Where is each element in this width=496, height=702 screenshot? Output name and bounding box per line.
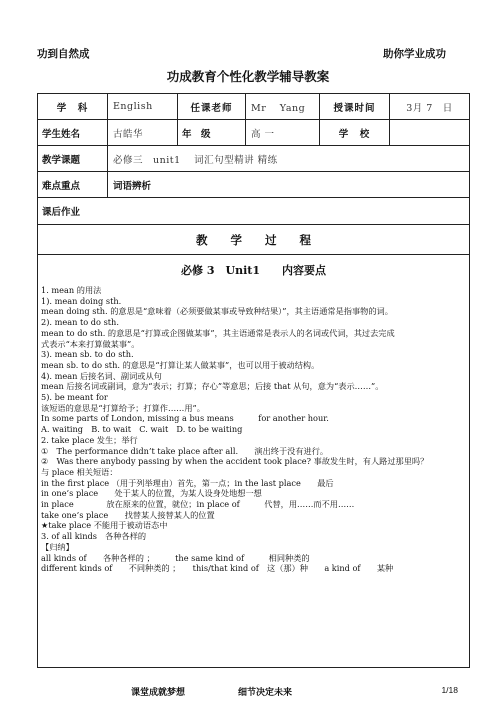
content-line: 3). mean sb. to do sth.	[41, 349, 134, 360]
content-line: 3. of all kinds 各种各样的	[41, 531, 147, 542]
content-line: mean to do sth. 的意思是“打算或企图做某事”，其主语通常是表示人的名词或代词，其过去完成	[41, 327, 395, 338]
process-title: 教 学 过 程	[196, 232, 311, 247]
info-row-2	[38, 120, 469, 146]
header-left-slogan: 功到自然成	[37, 48, 90, 60]
content-line: mean doing sth. 的意思是“意味着（必须要做某事或导致种结果）”，其主语通常是指事物的词。	[41, 306, 393, 317]
focus-row	[38, 172, 469, 198]
info-row-1	[38, 94, 469, 120]
document-title: 功成教育个性化教学辅导教案	[166, 69, 330, 84]
content-line: ② Was there anybody passing by when the accident took place? 事故发生时，有人路过那里吗？	[41, 456, 429, 467]
content-line: in one’s place 处于某人的位置，为某人设身处地想一想	[41, 488, 262, 499]
teacher-label: 任课老师	[178, 94, 246, 119]
content-line: 5). be meant for	[41, 392, 108, 403]
topic-value: 必修三 unit1 词汇句型精讲 精练	[113, 154, 278, 166]
focus-value: 词语辨析	[113, 180, 152, 192]
content-line: 式表示“本来打算做某事”。	[41, 338, 140, 349]
time-label: 授课时间	[320, 94, 390, 119]
content-line: mean sb. to do sth. 的意思是“打算让某人做某事”，也可以用于被动结构。	[41, 359, 320, 370]
content-line: A. waiting B. to wait C. wait D. to be waiting	[41, 424, 243, 435]
content-line: mean 后接名词或副词，意为“表示；打算；存心”等意思；后接 that 从句，意为“表示……”。	[41, 381, 384, 392]
content-line: 2). mean to do sth.	[41, 317, 119, 328]
content-line: ★take place 不能用于被动语态中	[41, 520, 168, 531]
school-value	[390, 120, 469, 145]
process-heading	[38, 225, 469, 255]
content-line: 2. take place 发生；举行	[41, 434, 138, 445]
page-number: 1/18	[441, 685, 458, 695]
subject-label: 学 科	[38, 94, 108, 119]
header-right-slogan: 助你学业成功	[383, 48, 446, 60]
content-line: In some parts of London, missing a bus means for another hour.	[41, 413, 329, 424]
school-label: 学 校	[320, 120, 390, 145]
time-value: 3月 7 日	[406, 102, 453, 114]
content-line: 【归纳】	[41, 541, 74, 552]
teacher-value: Mr Yang	[246, 94, 320, 119]
topic-row	[38, 146, 469, 172]
subject-value: English	[108, 94, 178, 119]
topic-label: 教学课题	[38, 146, 108, 171]
homework-label: 课后作业	[42, 207, 81, 218]
content-line: in the first place （用于列举理由）首先，第一点；in the last place 最后	[41, 477, 334, 488]
grade-label: 年 级	[178, 120, 246, 145]
footer-center-slogan: 细节决定未来	[238, 688, 293, 698]
student-value: 古皓华	[108, 120, 178, 145]
unit-title: 必修 3 Unit1 内容要点	[181, 264, 326, 277]
content-line: 该短语的意思是“打算给予；打算作……用”。	[41, 402, 205, 413]
focus-label: 难点重点	[38, 172, 108, 197]
student-label: 学生姓名	[38, 120, 108, 145]
content-line: ① The performance didn’t take place after all. 演出终于没有进行。	[41, 445, 329, 456]
homework-row	[38, 198, 469, 225]
content-line: all kinds of 各种各样的 ； the same kind of 相同种类的	[41, 552, 310, 563]
footer-left-slogan: 课堂成就梦想	[131, 688, 186, 698]
lesson-plan-table	[37, 93, 470, 668]
content-line: different kinds of 不同种类的 ； this/that kind of 这（那）种 a kind of 某种	[41, 563, 394, 574]
content-line: 与 place 相关短语：	[41, 466, 118, 477]
content-line: 1. mean 的用法	[41, 285, 102, 295]
content-line: 1). mean doing sth.	[41, 295, 122, 306]
content-line: take one’s place 找替某人接替某人的位置	[41, 509, 215, 520]
content-line: in place 放在原来的位置，就位；in place of 代替，用……而不用……	[41, 499, 355, 510]
lesson-content	[41, 285, 467, 574]
grade-value: 高 一	[246, 120, 320, 145]
content-line: 4). mean 后接名词、副词或从句	[41, 370, 162, 381]
